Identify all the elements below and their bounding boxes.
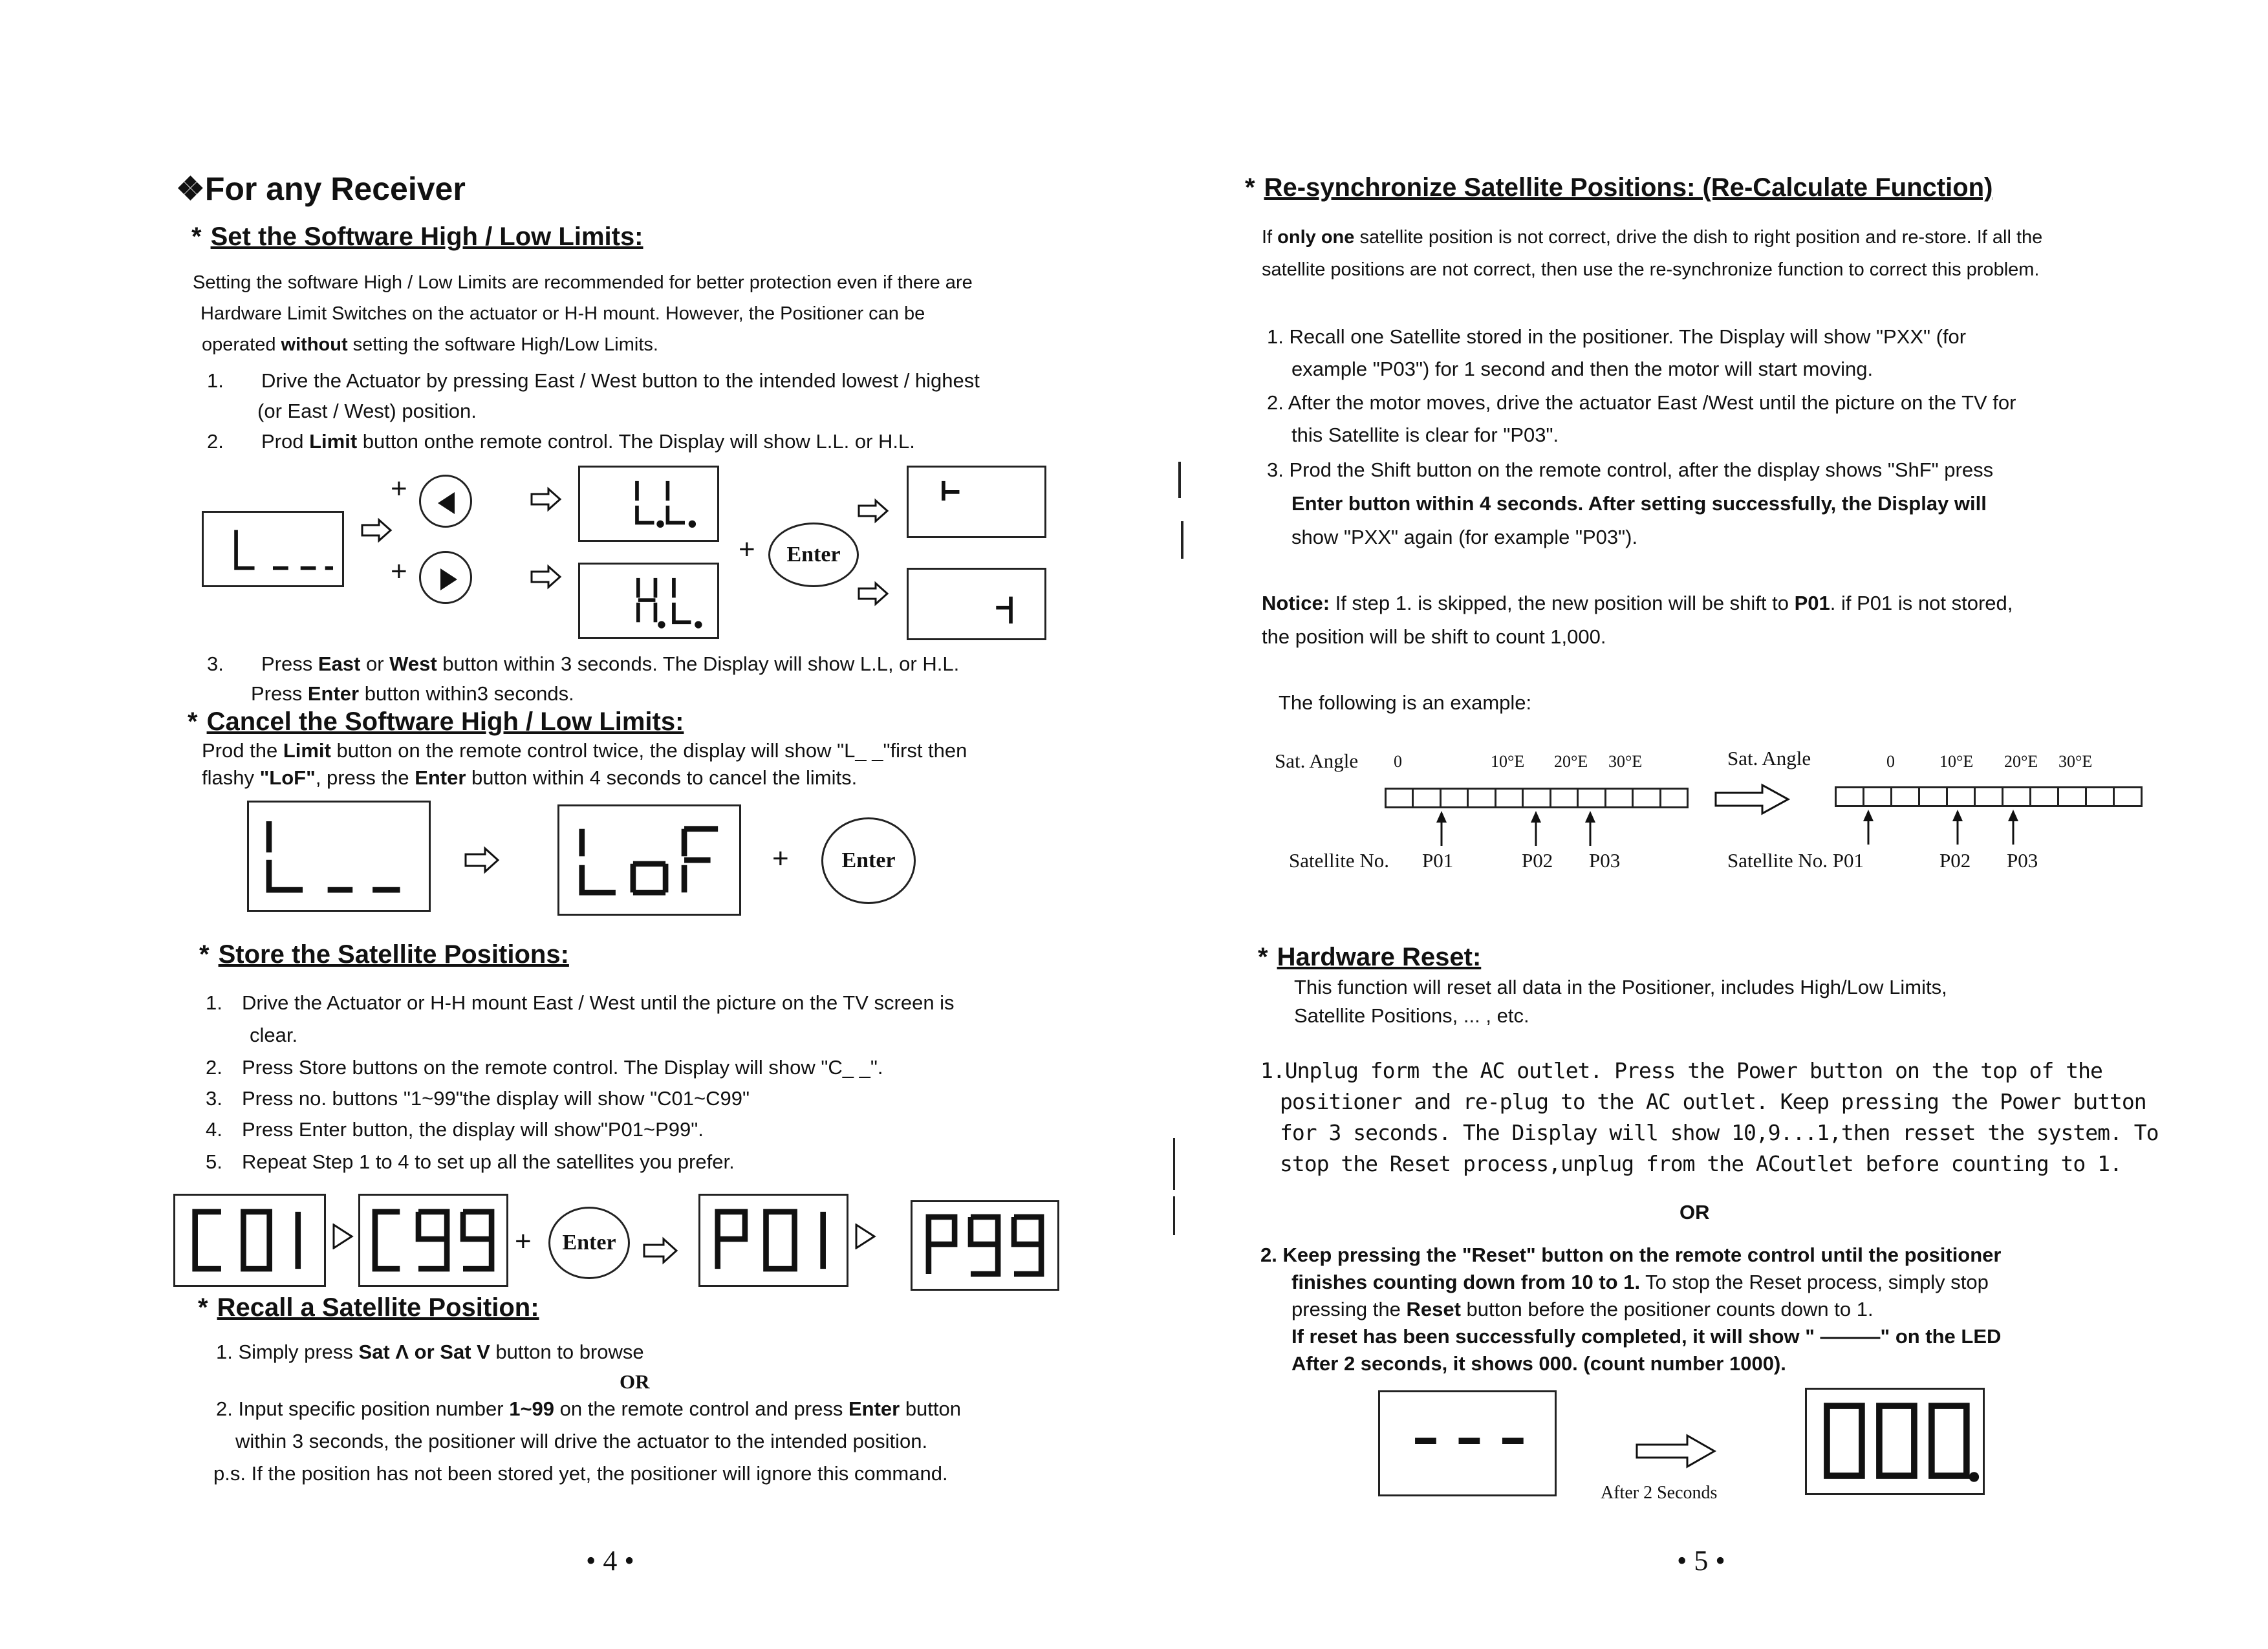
step-3-line1: Press East or West button within 3 seconds. The Display will show L.L, or H.L.: [261, 652, 960, 675]
lcd-display-c01: [173, 1194, 326, 1287]
up-arrow-icon: [1582, 808, 1598, 847]
right-arrow-icon: [530, 564, 563, 590]
up-arrow-icon: [2005, 807, 2021, 846]
plus-sign: +: [739, 534, 755, 565]
west-button-icon: [419, 475, 472, 528]
resync-step-3-line2: Enter button within 4 seconds. After setting successfully, the Display will: [1291, 492, 1987, 515]
angle-scale-bar: [1835, 786, 2143, 807]
step-number: 1.: [207, 369, 224, 392]
reset-method2-line1: 2. Keep pressing the "Reset" button on the remote control until the positioner: [1260, 1244, 2002, 1266]
section-heading-recall: * Recall a Satellite Position:: [198, 1293, 539, 1322]
reset-method1-line2: positioner and re-plug to the AC outlet. Keep pressing the Power button: [1280, 1089, 2146, 1114]
right-page: [1134, 0, 2267, 1649]
section-heading-store: * Store the Satellite Positions:: [199, 940, 569, 969]
set-limits-intro-line3: operated without setting the software High/Low Limits.: [202, 334, 658, 355]
lcd-display-lof: [557, 804, 741, 916]
step-number: 2.: [207, 430, 224, 453]
step-3-line2: Press Enter button within3 seconds.: [251, 682, 574, 705]
reset-or: OR: [1679, 1201, 1710, 1223]
diamond-bullet-icon: ❖: [176, 171, 205, 207]
page-number: • 4 •: [586, 1545, 634, 1577]
cancel-limits-line2: flashy "LoF", press the Enter button within 4 seconds to cancel the limits.: [202, 766, 858, 789]
store-step-text: Press Enter button, the display will show"P01~P99".: [242, 1118, 704, 1141]
tilde-arrow-icon: [329, 1223, 357, 1249]
position-label: P02: [1522, 849, 1553, 872]
lcd-display-p99: [911, 1200, 1059, 1291]
right-arrow-icon: [1636, 1433, 1717, 1469]
reset-method1-line1: 1.Unplug form the AC outlet. Press the Power button on the top of the: [1260, 1058, 2102, 1083]
reset-method2-line5: After 2 seconds, it shows 000. (count number 1000).: [1291, 1352, 1786, 1375]
angle-tick: 10°E: [1491, 752, 1525, 771]
tilde-arrow-icon: [851, 1223, 880, 1249]
store-step-text: Press no. buttons "1~99"the display will show "C01~C99": [242, 1087, 750, 1110]
reset-method1-line4: stop the Reset process,unplug from the ACoutlet before counting to 1.: [1280, 1151, 2122, 1176]
plus-sign: +: [391, 473, 407, 504]
reset-method2-line2: finishes counting down from 10 to 1. To stop the Reset process, simply stop: [1291, 1271, 1989, 1293]
page-number: • 5 •: [1677, 1545, 1725, 1577]
enter-button-icon: Enter: [548, 1207, 630, 1279]
section-heading-cancel-limits: * Cancel the Software High / Low Limits:: [188, 707, 684, 736]
lcd-display-c99: [358, 1194, 508, 1287]
reset-intro-line2: Satellite Positions, ... , etc.: [1294, 1004, 1529, 1027]
sat-angle-label: Sat. Angle: [1727, 747, 1811, 770]
page-title: ❖For any Receiver: [176, 171, 466, 207]
step-number: 3.: [207, 652, 224, 675]
right-arrow-icon: [1714, 782, 1791, 816]
resync-step-2-line1: 2. After the motor moves, drive the actuator East /West until the picture on the TV for: [1267, 391, 2016, 414]
notice-line2: the position will be shift to count 1,000.: [1262, 625, 1606, 648]
store-step-text: Drive the Actuator or H-H mount East / West until the picture on the TV screen is: [242, 991, 955, 1014]
angle-tick: 0: [1886, 752, 1895, 771]
east-button-icon: [419, 551, 472, 604]
recall-or: OR: [620, 1370, 650, 1393]
step-2-text: Prod Limit button onthe remote control. The Display will show L.L. or H.L.: [261, 430, 915, 453]
lcd-display-000: [1805, 1388, 1985, 1495]
store-step-text: Press Store buttons on the remote control. The Display will show "C_ _".: [242, 1056, 883, 1079]
store-step-number: 1.: [206, 991, 222, 1014]
angle-scale-bar: [1385, 788, 1689, 808]
position-label: P03: [2007, 849, 2038, 872]
resync-step-3-line3: show "PXX" again (for example "P03").: [1291, 526, 1638, 548]
section-heading-set-limits: * Set the Software High / Low Limits:: [191, 222, 643, 251]
plus-sign: +: [515, 1225, 532, 1257]
sat-angle-label: Sat. Angle: [1275, 749, 1359, 772]
satellite-no-label: Satellite No. P01: [1727, 849, 1864, 872]
lcd-display-l-dash-large: [247, 801, 431, 912]
up-arrow-icon: [1950, 807, 1965, 846]
lcd-display-high-segment: [907, 568, 1046, 640]
position-label: P01: [1422, 849, 1454, 872]
right-arrow-icon: [643, 1236, 679, 1265]
store-step-number: 3.: [206, 1087, 222, 1110]
store-step-number: 2.: [206, 1056, 222, 1079]
right-arrow-icon: [464, 846, 501, 874]
angle-tick: 10°E: [1939, 752, 1974, 771]
notice-line1: Notice: If step 1. is skipped, the new position will be shift to P01. if P01 is not stored,: [1262, 592, 2013, 614]
enter-button-icon: Enter: [768, 523, 859, 587]
resync-intro-line2: satellite positions are not correct, then use the re-synchronize function to correct this problem.: [1262, 259, 2040, 280]
lcd-display-p01: [698, 1194, 848, 1287]
recall-line3: within 3 seconds, the positioner will drive the actuator to the intended position.: [235, 1430, 928, 1452]
angle-tick: 30°E: [2058, 752, 2093, 771]
reset-method2-line3: pressing the Reset button before the positioner counts down to 1.: [1291, 1298, 1874, 1320]
plus-sign: +: [391, 555, 407, 587]
angle-tick: 30°E: [1608, 752, 1643, 771]
after-2-seconds-caption: After 2 Seconds: [1601, 1483, 1718, 1503]
step-1-line2: (or East / West) position.: [257, 400, 477, 422]
section-heading-hardware-reset: * Hardware Reset:: [1258, 943, 1482, 971]
lcd-display-dashes: [1378, 1390, 1557, 1496]
right-arrow-icon: [361, 517, 393, 543]
lcd-display-hl: [578, 563, 719, 639]
angle-tick: 20°E: [2004, 752, 2038, 771]
angle-tick: 20°E: [1554, 752, 1588, 771]
reset-method1-line3: for 3 seconds. The Display will show 10,9...1,then resset the system. To: [1280, 1120, 2159, 1145]
up-arrow-icon: [1528, 808, 1544, 847]
resync-intro-line1: If only one satellite position is not correct, drive the dish to right position and re-store. If all the: [1262, 227, 2043, 248]
set-limits-intro-line2: Hardware Limit Switches on the actuator or H-H mount. However, the Positioner can be: [200, 303, 925, 324]
right-arrow-icon: [858, 581, 890, 607]
right-arrow-icon: [530, 486, 563, 512]
resync-step-2-line2: this Satellite is clear for "P03".: [1291, 424, 1559, 446]
set-limits-intro-line1: Setting the software High / Low Limits are recommended for better protection even if there are: [193, 272, 973, 293]
enter-button-icon: Enter: [821, 817, 916, 904]
lcd-display-low-segment: [907, 466, 1046, 538]
lcd-display-ll: [578, 466, 719, 542]
example-label: The following is an example:: [1279, 691, 1532, 714]
resync-step-1-line2: example "P03") for 1 second and then the motor will start moving.: [1291, 358, 1874, 380]
step-1-line1: Drive the Actuator by pressing East / West button to the intended lowest / highest: [261, 369, 980, 392]
position-label: P02: [1939, 849, 1971, 872]
store-step-text: Repeat Step 1 to 4 to set up all the satellites you prefer.: [242, 1150, 735, 1173]
recall-line1: 1. Simply press Sat Λ or Sat V button to browse: [216, 1341, 644, 1363]
resync-step-3-line1: 3. Prod the Shift button on the remote control, after the display shows "ShF" press: [1267, 458, 1994, 481]
store-step-text: clear.: [250, 1024, 298, 1046]
cancel-limits-line1: Prod the Limit button on the remote control twice, the display will show "L_ _"first then: [202, 739, 967, 762]
reset-method2-line4: If reset has been successfully completed, it will show " ———" on the LED: [1291, 1325, 2002, 1348]
recall-line2: 2. Input specific position number 1~99 on the remote control and press Enter button: [216, 1397, 962, 1420]
section-heading-resync: * Re-synchronize Satellite Positions: (Re-Calculate Function): [1245, 173, 1993, 202]
reset-intro-line1: This function will reset all data in the Positioner, includes High/Low Limits,: [1294, 976, 1947, 998]
lcd-display-l-dash: [202, 511, 344, 587]
recall-line4: p.s. If the position has not been stored yet, the positioner will ignore this command.: [213, 1462, 948, 1485]
plus-sign: +: [772, 843, 789, 874]
store-step-number: 4.: [206, 1118, 222, 1141]
angle-tick: 0: [1394, 752, 1402, 771]
right-arrow-icon: [858, 498, 890, 524]
store-step-number: 5.: [206, 1150, 222, 1173]
resync-step-1-line1: 1. Recall one Satellite stored in the positioner. The Display will show "PXX" (for: [1267, 325, 1967, 348]
position-label: P03: [1589, 849, 1621, 872]
satellite-no-label: Satellite No.: [1289, 849, 1389, 872]
up-arrow-icon: [1434, 808, 1449, 847]
up-arrow-icon: [1861, 807, 1876, 846]
